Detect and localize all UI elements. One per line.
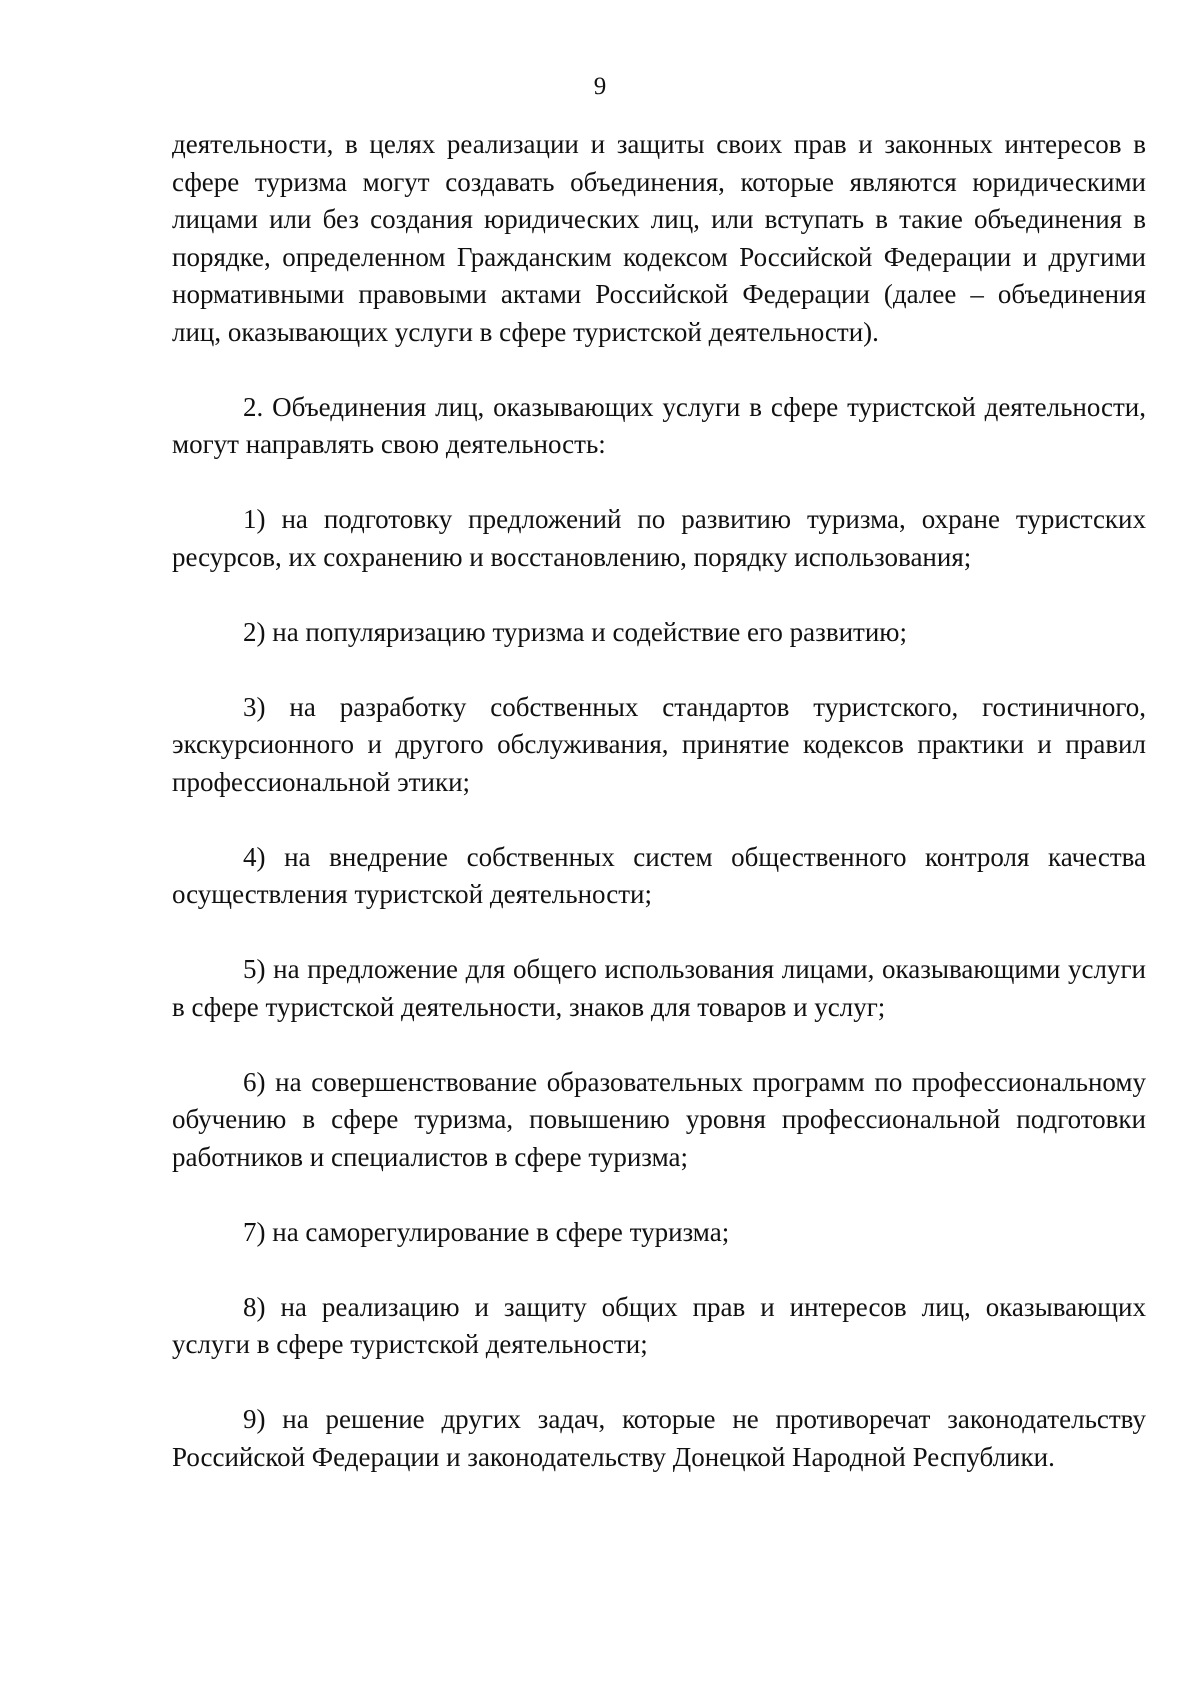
page-number: 9 xyxy=(593,73,607,100)
paragraph-continuation: деятельности, в целях реализации и защиты своих прав и законных интересов в сфере туризма могут создавать объединения, которые являются юридическими лицами или без создания юридических лиц, или вступать в такие объединения в порядке, определенном Гражданским кодексом Российской Федерации и другими нормативными правовыми актами Российской Федерации (далее – объединения лиц, оказывающих услуги в сфере туристской деятельности). xyxy=(172,129,1146,347)
list-item-3: 3) на разработку собственных стандартов туристского, гостиничного, экскурсионного и другого обслуживания, принятие кодексов практики и правил профессиональной этики; xyxy=(172,691,1146,797)
list-item-5: 5) на предложение для общего использования лицами, оказывающими услуги в сфере туристской деятельности, знаков для товаров и услуг; xyxy=(172,954,1146,1022)
list-item-2: 2) на популяризацию туризма и содействие его развитию; xyxy=(243,616,907,647)
document-body xyxy=(172,126,1146,1476)
paragraph-clause-2: 2. Объединения лиц, оказывающих услуги в сфере туристской деятельности, могут направлять свою деятельность: xyxy=(172,391,1146,459)
list-item-8: 8) на реализацию и защиту общих прав и интересов лиц, оказывающих услуги в сфере туристской деятельности; xyxy=(172,1291,1146,1359)
list-item-1: 1) на подготовку предложений по развитию туризма, охране туристских ресурсов, их сохранению и восстановлению, порядку использования; xyxy=(172,504,1146,572)
list-item-9: 9) на решение других задач, которые не противоречат законодательству Российской Федерации и законодательству Донецкой Народной Республики. xyxy=(172,1404,1146,1472)
list-item-4: 4) на внедрение собственных систем общественного контроля качества осуществления туристской деятельности; xyxy=(172,841,1146,909)
list-item-7: 7) на саморегулирование в сфере туризма; xyxy=(243,1216,730,1247)
list-item-6: 6) на совершенствование образовательных программ по профессиональному обучению в сфере туризма, повышению уровня профессиональной подготовки работников и специалистов в сфере туризма; xyxy=(172,1066,1146,1172)
